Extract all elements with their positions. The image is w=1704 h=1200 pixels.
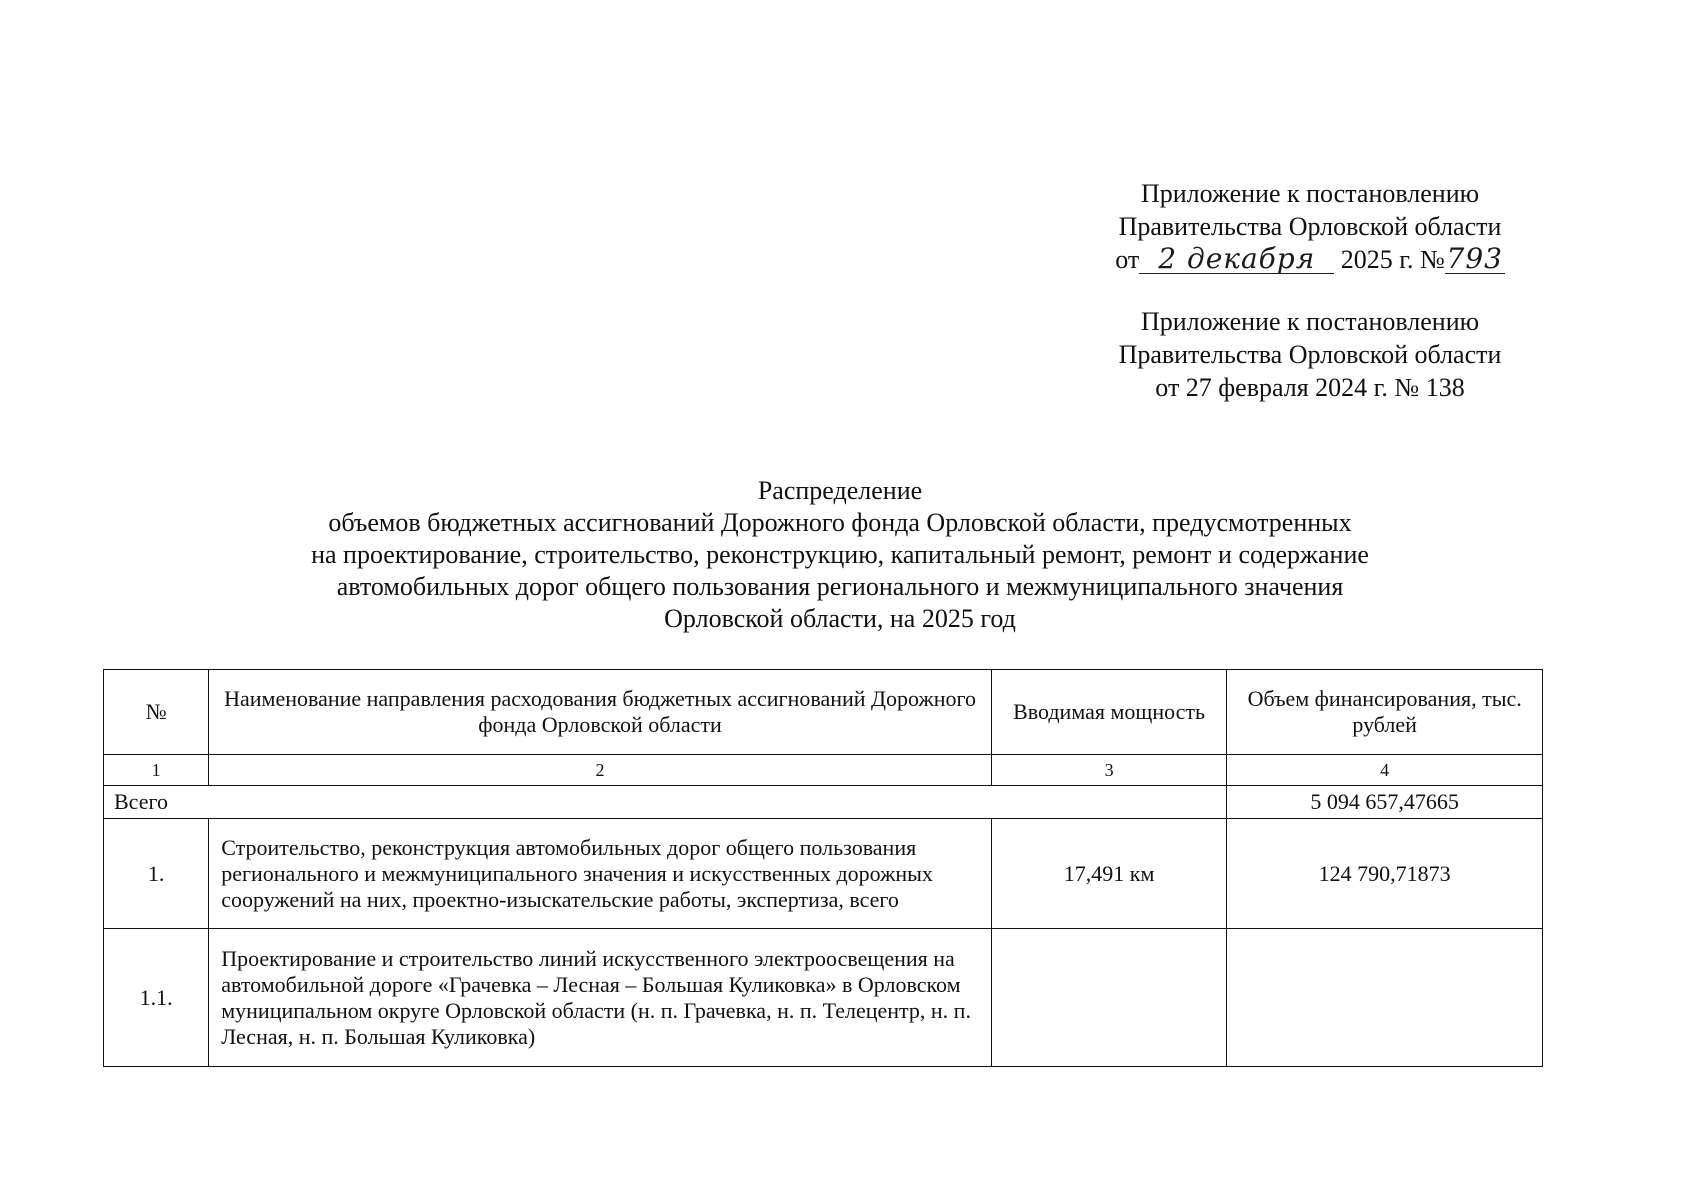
table-total-row bbox=[104, 786, 1543, 819]
index-cell: 1 bbox=[104, 755, 209, 786]
row-power: 17,491 км bbox=[991, 819, 1226, 929]
title-line-5: Орловской области, на 2025 год bbox=[664, 604, 1016, 633]
title-line-1: Распределение bbox=[757, 476, 923, 505]
document-title bbox=[150, 475, 1530, 635]
title-line-2: объемов бюджетных ассигнований Дорожного фонда Орловской области, предусмотренных bbox=[328, 508, 1352, 537]
handwritten-number: 793 bbox=[1446, 242, 1503, 275]
appendix-previous-header bbox=[1070, 305, 1550, 404]
index-cell: 2 bbox=[209, 755, 992, 786]
table-row bbox=[104, 929, 1543, 1067]
table-index-row bbox=[104, 755, 1543, 786]
row-power bbox=[991, 929, 1226, 1067]
appendix-current-date-line bbox=[1070, 243, 1550, 276]
handwritten-date: 2 декабря bbox=[1158, 242, 1316, 275]
row-volume bbox=[1227, 929, 1543, 1067]
row-name: Проектирование и строительство линий искусственного электроосвещения на автомобильной дороге «Грачевка – Лесная – Большая Куликовка» в Орловском муниципальном округе Орловской области (н. п. Грачевка, н. п. Телецентр, н. п. Лесная, н. п. Большая Куликовка) bbox=[209, 929, 992, 1067]
appendix-current-header bbox=[1070, 177, 1550, 276]
row-num: 1.1. bbox=[104, 929, 209, 1067]
title-line-4: автомобильных дорог общего пользования регионального и межмуниципального значения bbox=[336, 572, 1344, 601]
title-line-3: на проектирование, строительство, реконструкцию, капитальный ремонт, ремонт и содержание bbox=[311, 540, 1369, 569]
appendix-previous-line2: Правительства Орловской области bbox=[1118, 340, 1502, 369]
table-header-row bbox=[104, 670, 1543, 755]
handwritten-number-field bbox=[1445, 242, 1505, 275]
row-name: Строительство, реконструкция автомобильных дорог общего пользования регионального и межмуниципального значения и искусственных дорожных сооружений на них, проектно-изыскательские работы, экспертиза, всего bbox=[209, 819, 992, 929]
row-volume: 124 790,71873 bbox=[1227, 819, 1543, 929]
header-volume: Объем финансирования, тыс. рублей bbox=[1227, 670, 1543, 755]
header-num: № bbox=[104, 670, 209, 755]
row-num: 1. bbox=[104, 819, 209, 929]
date-prefix: от bbox=[1115, 245, 1140, 274]
appendix-current-line2: Правительства Орловской области bbox=[1118, 212, 1502, 241]
appendix-previous-line3: от 27 февраля 2024 г. № 138 bbox=[1155, 373, 1465, 402]
total-volume: 5 094 657,47665 bbox=[1227, 786, 1543, 819]
index-cell: 4 bbox=[1227, 755, 1543, 786]
header-name: Наименование направления расходования бюджетных ассигнований Дорожного фонда Орловской области bbox=[209, 670, 992, 755]
appendix-current-line1: Приложение к постановлению bbox=[1140, 179, 1480, 208]
header-power: Вводимая мощность bbox=[991, 670, 1226, 755]
allocation-table bbox=[103, 669, 1543, 1067]
year-number-text: 2025 г. № bbox=[1340, 245, 1445, 274]
appendix-previous-line1: Приложение к постановлению bbox=[1140, 307, 1480, 336]
handwritten-date-field bbox=[1139, 242, 1334, 275]
index-cell: 3 bbox=[991, 755, 1226, 786]
table-row bbox=[104, 819, 1543, 929]
total-label: Всего bbox=[104, 786, 1227, 819]
